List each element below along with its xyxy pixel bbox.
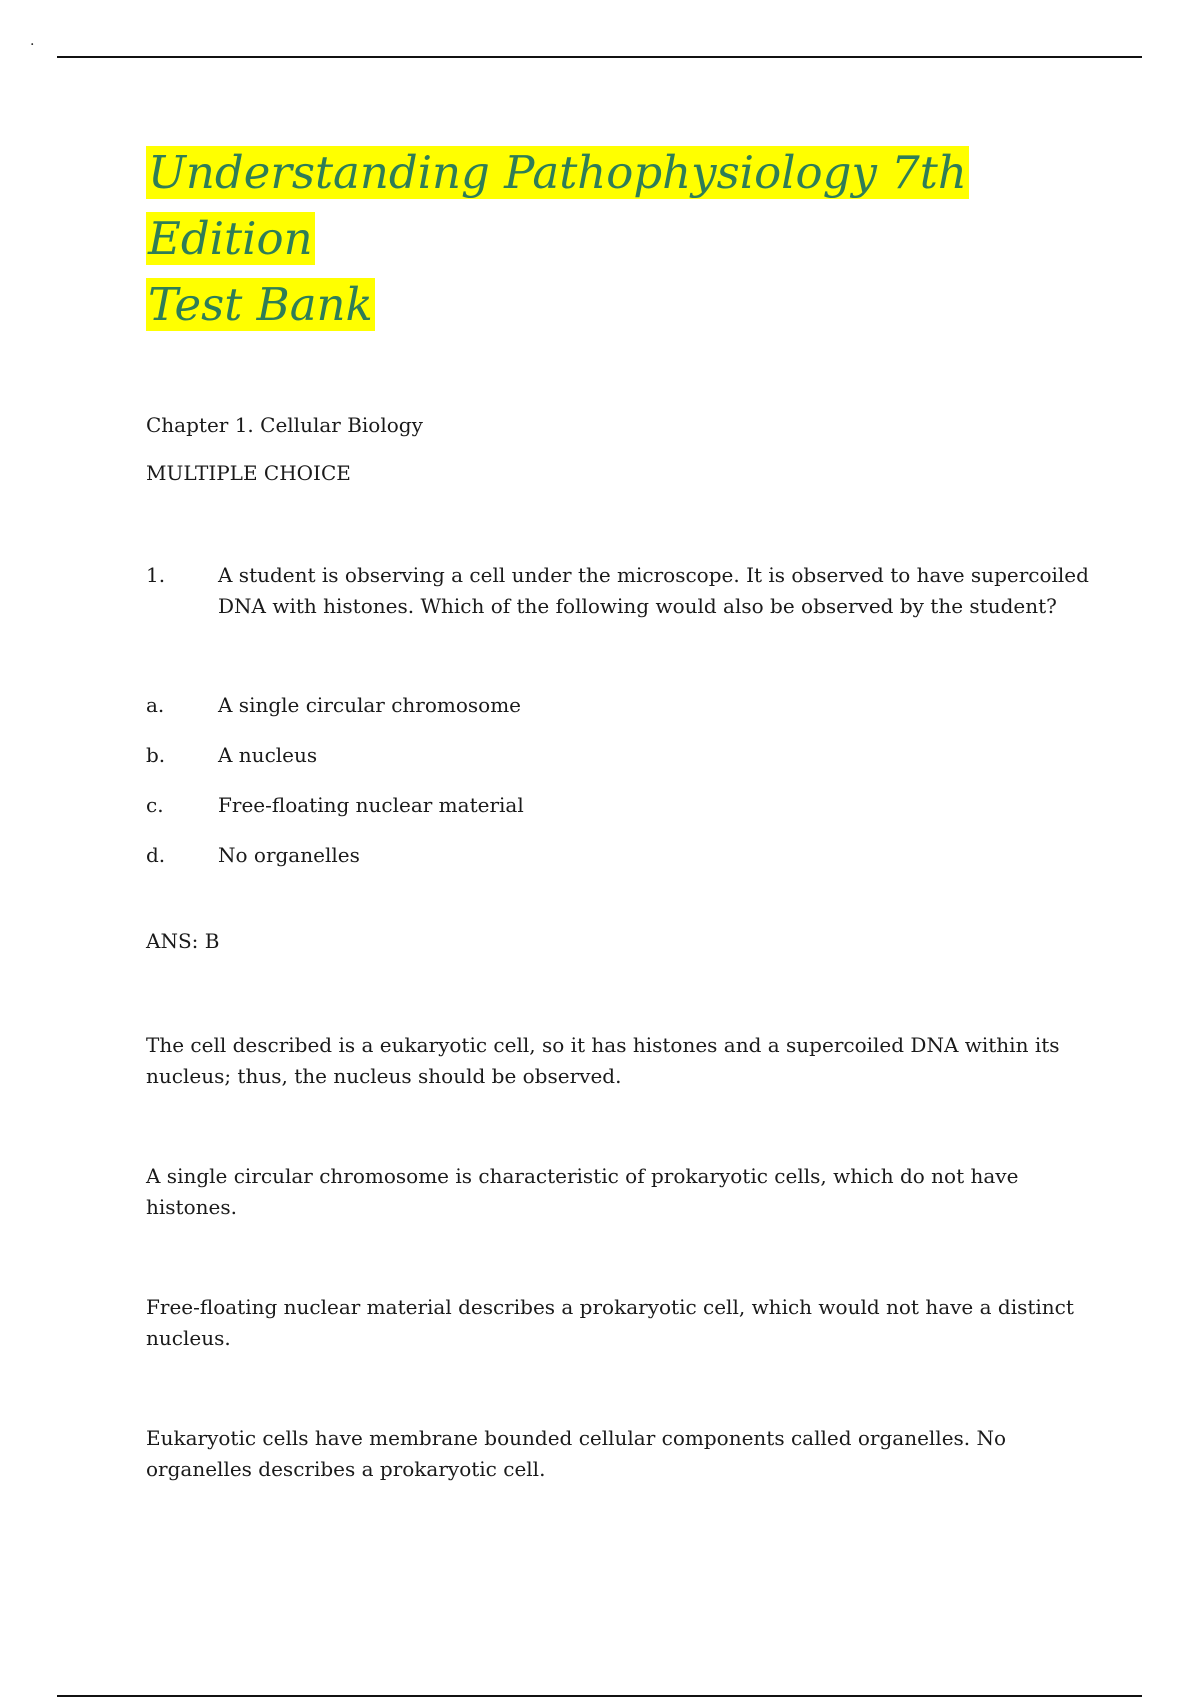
option-letter: a. [146,693,165,717]
option-text: Free-floating nuclear material [218,793,524,817]
answer-options [146,692,1106,868]
option-letter: d. [146,843,166,867]
option-text: No organelles [218,843,360,867]
header-rule [57,56,1142,58]
title-line-1: Understanding Pathophysiology 7th Edition [148,146,967,265]
page-marker: . [30,33,35,49]
option-letter: c. [146,793,164,817]
option-text: A nucleus [218,743,318,767]
question-text: A student is observing a cell under the microscope. It is observed to have supercoiled DNA with histones. Which of the following would also be observed by the student? [218,563,1089,618]
rationale-paragraph: The cell described is a eukaryotic cell, so it has histones and a supercoiled DNA within its nucleus; thus, the nucleus should be observed. [146,1033,1060,1088]
option-letter: b. [146,743,166,767]
option-b [146,742,1106,768]
section-label: MULTIPLE CHOICE [146,461,351,485]
footer-rule [57,1695,1142,1697]
question-1 [146,560,1106,622]
option-text: A single circular chromosome [218,693,522,717]
title-line-2: Test Bank [148,278,373,331]
rationale-paragraph: A single circular chromosome is characteristic of prokaryotic cells, which do not have histones. [146,1164,1019,1219]
question-number: 1. [146,563,166,587]
document-body [146,140,1106,1485]
rationale-paragraph: Eukaryotic cells have membrane bounded cellular components called organelles. No organelles describes a prokaryotic cell. [146,1426,1007,1481]
option-c [146,792,1106,818]
chapter-heading: Chapter 1. Cellular Biology [146,413,423,437]
rationale-paragraph: Free-floating nuclear material describes a prokaryotic cell, which would not have a distinct nucleus. [146,1295,1074,1350]
option-a [146,692,1106,718]
answer-key: ANS: B [146,929,220,953]
document-title [146,140,1106,338]
option-d [146,842,1106,868]
